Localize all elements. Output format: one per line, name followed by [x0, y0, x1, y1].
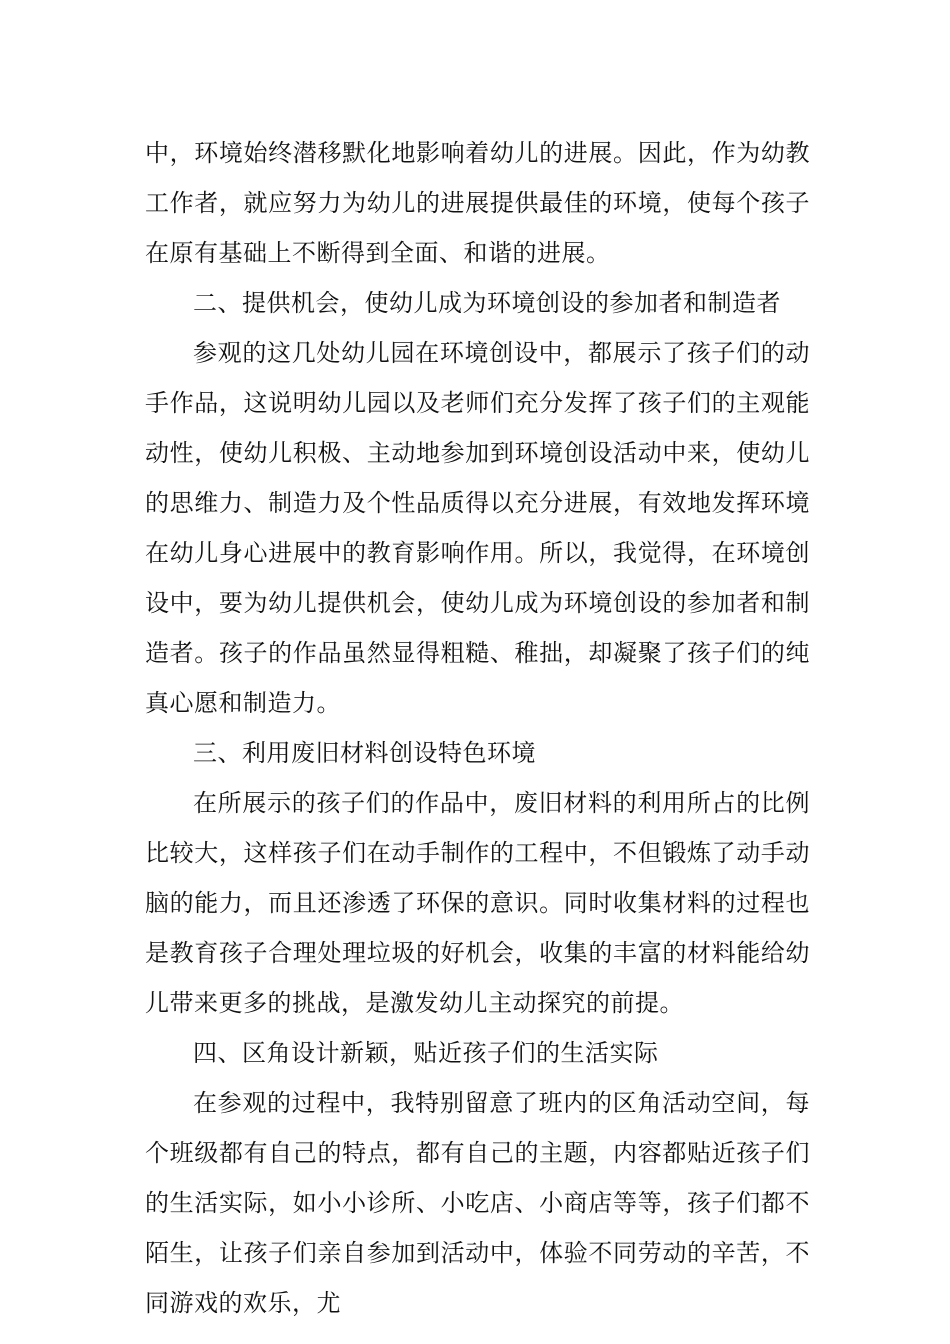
document-body	[145, 128, 810, 1328]
paragraph-section-4: 在参观的过程中，我特别留意了班内的区角活动空间，每个班级都有自己的特点，都有自己的主题，内容都贴近孩子们的生活实际，如小小诊所、小吃店、小商店等等，孩子们都不陌生，让孩子们亲自参加到活动中，体验不同劳动的辛苦，不同游戏的欢乐，尤	[145, 1089, 810, 1317]
section-heading-3: 三、利用废旧材料创设特色环境	[193, 739, 536, 767]
section-heading-2: 二、提供机会，使幼儿成为环境创设的参加者和制造者	[193, 289, 781, 317]
section-heading-4: 四、区角设计新颖，贴近孩子们的生活实际	[193, 1039, 659, 1067]
paragraph-section-3: 在所展示的孩子们的作品中，废旧材料的利用所占的比例比较大，这样孩子们在动手制作的工程中，不但锻炼了动手动脑的能力，而且还渗透了环保的意识。同时收集材料的过程也是教育孩子合理处理垃圾的好机会，收集的丰富的材料能给幼儿带来更多的挑战，是激发幼儿主动探究的前提。	[145, 789, 810, 1017]
paragraph-section-2: 参观的这几处幼儿园在环境创设中，都展示了孩子们的动手作品，这说明幼儿园以及老师们充分发挥了孩子们的主观能动性，使幼儿积极、主动地参加到环境创设活动中来，使幼儿的思维力、制造力及个性品质得以充分进展，有效地发挥环境在幼儿身心进展中的教育影响作用。所以，我觉得，在环境创设中，要为幼儿提供机会，使幼儿成为环境创设的参加者和制造者。孩子的作品虽然显得粗糙、稚拙，却凝聚了孩子们的纯真心愿和制造力。	[145, 339, 810, 717]
paragraph-continued: 中，环境始终潜移默化地影响着幼儿的进展。因此，作为幼教工作者，就应努力为幼儿的进展提供最佳的环境，使每个孩子在原有基础上不断得到全面、和谐的进展。	[145, 139, 810, 267]
